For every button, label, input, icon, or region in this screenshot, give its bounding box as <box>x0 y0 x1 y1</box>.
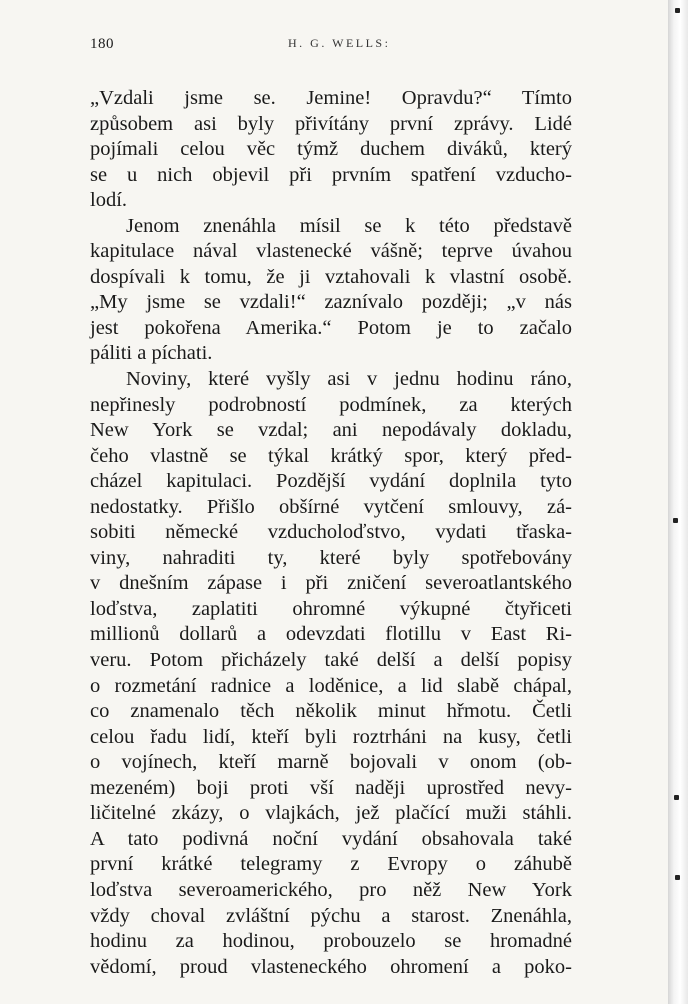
text-line: viny, nahraditi ty, které byly spotřebovány <box>90 546 572 569</box>
text-line: kapitulace nával vlastenecké vášně; teprve úvahou <box>90 240 572 263</box>
text-line: sobiti německé vzducholoďstvo, vydati třaska- <box>90 521 572 544</box>
binding-mark <box>675 8 680 13</box>
page-header <box>90 36 572 58</box>
text-line: první krátké telegramy z Evropy o záhubě <box>90 853 572 876</box>
text-line: hodinu za hodinou, probouzelo se hromadné <box>90 930 572 953</box>
text-line: vědomí, proud vlasteneckého ohromení a poko- <box>90 955 572 978</box>
binding-mark <box>674 795 679 800</box>
text-line: New York se vzdal; ani nepodávaly dokladu, <box>90 419 572 442</box>
text-line: lodí. <box>90 189 128 212</box>
text-line: loďstva, zaplatiti ohromné výkupné čtyřiceti <box>90 597 572 620</box>
text-line: nepřinesly podrobností podmínek, za kterých <box>90 393 572 416</box>
body-text <box>90 86 572 980</box>
text-line: se u nich objevil při prvním spatření vzducho- <box>90 163 572 186</box>
text-line: mezeném) boji proti vší naději uprostřed nevy- <box>90 776 572 799</box>
page-number: 180 <box>90 36 114 52</box>
text-line: dospívali k tomu, že ji vztahovali k vlastní osobě. <box>90 265 572 288</box>
page-spine <box>668 0 688 1004</box>
text-line: veru. Potom přicházely také delší a delší popisy <box>90 649 572 672</box>
text-line: „My jsme se vzdali!“ zaznívalo později; „v nás <box>90 291 572 314</box>
text-line: způsobem asi byly přivítány první zprávy. Lidé <box>90 112 572 135</box>
text-line: millionů dollarů a odevzdati flotillu v East Ri- <box>90 623 572 646</box>
binding-mark <box>675 875 680 880</box>
text-line: celou řadu lidí, kteří byli roztrháni na kusy, četli <box>90 725 572 748</box>
text-line: o vojínech, kteří marně bojovali v onom (ob- <box>90 751 572 774</box>
text-line: čeho vlastně se týkal krátký spor, který před- <box>90 444 572 467</box>
text-line: jest pokořena Amerika.“ Potom je to začalo <box>90 316 572 339</box>
text-line: „Vzdali jsme se. Jemine! Opravdu?“ Tímto <box>90 87 572 109</box>
text-line: Noviny, které vyšly asi v jednu hodinu ráno, <box>126 368 572 391</box>
text-line: ličitelné zkázy, o vlajkách, jež plačící muži stáhli. <box>90 802 572 825</box>
text-line: o rozmetání radnice a loděnice, a lid slabě chápal, <box>90 674 572 697</box>
text-line: cházel kapitulaci. Pozdější vydání doplnila tyto <box>90 470 572 493</box>
text-line: nedostatky. Přišlo obšírné vytčení smlouvy, zá- <box>90 495 572 518</box>
text-line: v dnešním zápase i při zničení severoatlantského <box>90 572 572 595</box>
text-line: vždy choval zvláštní pýchu a starost. Znenáhla, <box>90 904 572 927</box>
text-line: Jenom znenáhla mísil se k této představě <box>126 214 572 237</box>
text-line: loďstva severoamerického, pro něž New York <box>90 878 572 901</box>
text-line: A tato podivná noční vydání obsahovala také <box>90 827 572 850</box>
text-line: páliti a píchati. <box>90 342 213 365</box>
running-head: H. G. WELLS: <box>288 36 391 50</box>
text-line: pojímali celou věc týmž duchem diváků, který <box>90 138 572 161</box>
binding-mark <box>673 518 678 523</box>
text-line: co znamenalo těch několik minut hřmotu. Četli <box>90 700 572 723</box>
